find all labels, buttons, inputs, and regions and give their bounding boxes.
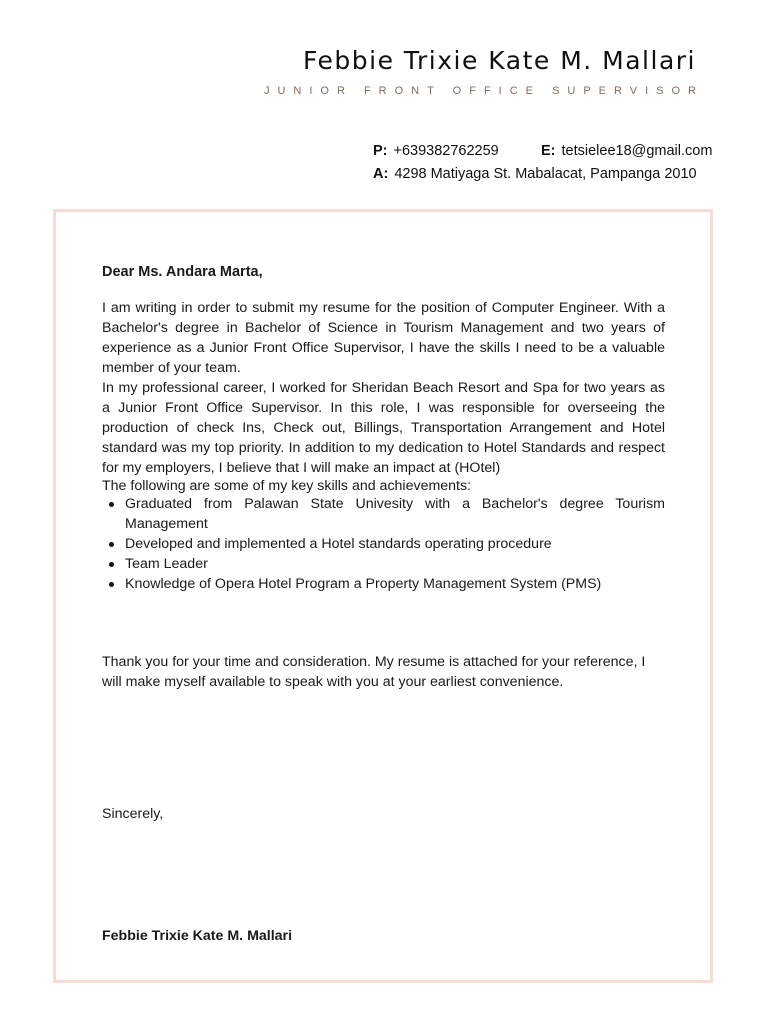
list-item: Graduated from Palawan State Univesity with a Bachelor's degree Tourism Management: [102, 494, 665, 534]
skills-intro: The following are some of my key skills and achievements:: [102, 478, 472, 494]
paragraph-intro: I am writing in order to submit my resume for the position of Computer Engineer. With a Bachelor's degree in Bachelor of Science in Tourism Management and two years of experience as a Junior Front Office Supervisor, I have the skills I need to be a valuable member of your team.: [102, 300, 665, 376]
paragraph-experience: In my professional career, I worked for Sheridan Beach Resort and Spa for two years as a Junior Front Office Supervisor. In this role, I was responsible for overseeing the production of check Ins, Check out, Billings, Transportation Arrangement and Hotel standard was my top priority. In addition to my dedication to Hotel Standards and respect for my employers, I believe that I will make an impact at (HOtel): [102, 380, 665, 476]
list-item: Knowledge of Opera Hotel Program a Property Management System (PMS): [102, 574, 665, 594]
contact-phone: [373, 143, 499, 159]
email-value: tetsielee18@gmail.com: [561, 143, 713, 159]
contact-address: [373, 166, 697, 182]
phone-value: +639382762259: [393, 143, 499, 159]
list-item: Team Leader: [102, 554, 665, 574]
list-item: Developed and implemented a Hotel standards operating procedure: [102, 534, 665, 554]
paragraph-thanks: Thank you for your time and consideration. My resume is attached for your reference, I will make myself available to speak with you at your earliest convenience.: [102, 654, 646, 690]
address-value: 4298 Matiyaga St. Mabalacat, Pampanga 2010: [394, 166, 697, 182]
signature-name: Febbie Trixie Kate M. Mallari: [102, 928, 293, 944]
job-title: JUNIOR FRONT OFFICE SUPERVISOR: [263, 85, 704, 97]
address-label: A:: [373, 166, 389, 182]
salutation: Dear Ms. Andara Marta,: [102, 264, 263, 280]
skills-list: [102, 494, 665, 594]
phone-label: P:: [373, 143, 388, 159]
closing: Sincerely,: [102, 806, 164, 822]
contact-email: [541, 143, 712, 159]
email-label: E:: [541, 143, 556, 159]
applicant-name: Febbie Trixie Kate M. Mallari: [303, 46, 696, 75]
